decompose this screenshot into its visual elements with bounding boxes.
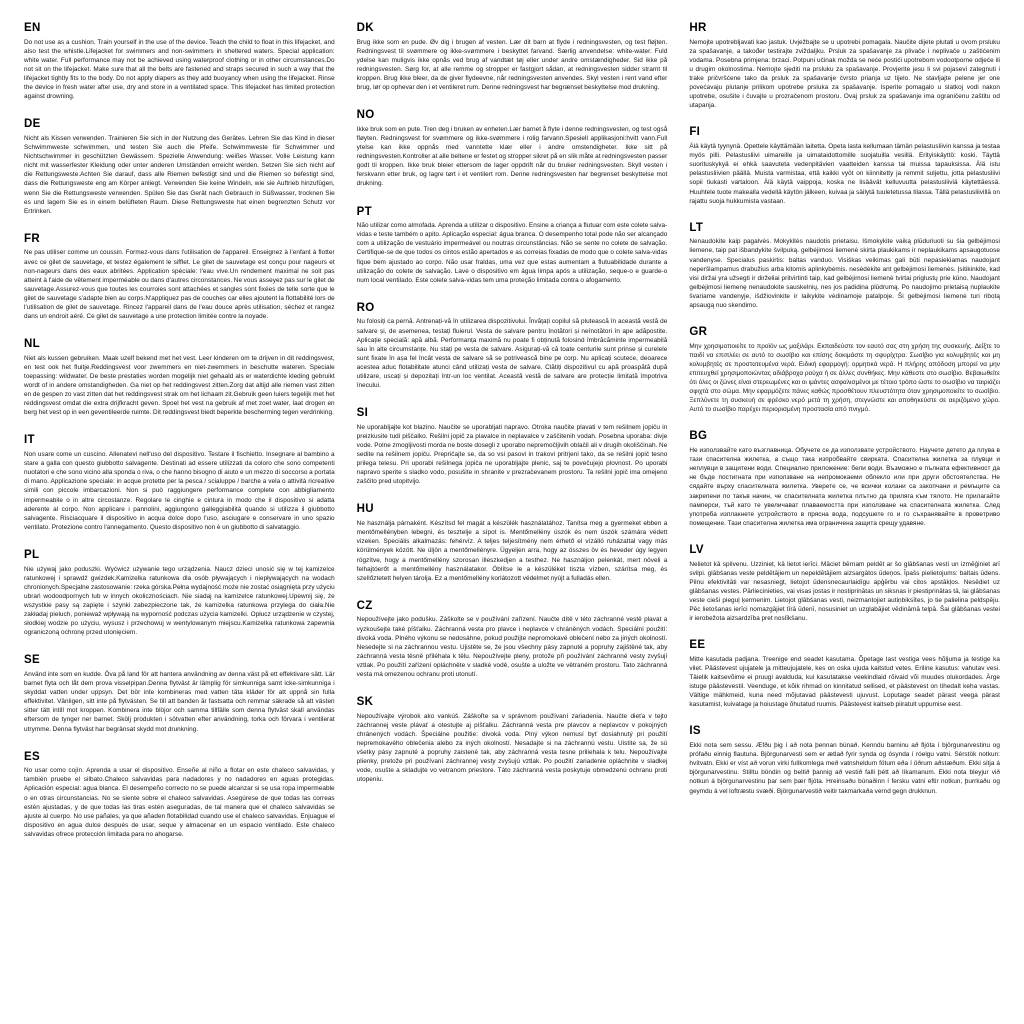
language-block-de — [24, 118, 335, 215]
language-text-no: Ikke bruk som en pute. Tren deg i bruken av enheten.Lær barnet å flyte i denne redningsvesten, og test også fløyten. Redningsvest for svømmere og ikke-svømmere i rolig farvann.Spesiell applikasjoni:hvitt vann.Full ytelse kan ikke oppnås med vanntette klær eller i andre omstendigheter. Ikke sitt på redningsvesten.Kontroller at alle beltene er festet og stropper sikret på en slik måte at redningsvesten passer godt til kroppen. Ikke bruk bleier ettersom de lager oppdrift når du bruker redningsvesten. Skyll vesten i ferskvann etter bruk, og lagre tørt i et ventilert rom. Denne redningsvesten har begrenset beskyttelse mot drukning. — [356, 125, 668, 188]
language-code-hr: HR — [689, 22, 707, 34]
language-code-sk: SK — [356, 696, 374, 709]
language-block-ee — [689, 639, 1000, 709]
language-block-no — [357, 109, 668, 188]
language-block-lt — [689, 222, 1000, 310]
language-code-no: NO — [356, 109, 375, 122]
language-text-ee: Mitte kasutada padjana. Treenige end seadet kasutama. Õpetage last vestiga vees hõljuma ja testige ka vilet. Päästevest ujujatele ja mitteujujatele, kes on oska ujuda kaitstud vetes. Eriline kasutus: vahutav vesi. Täielik kaitsevõime ei pruugi avalduda, kui kasutatakse veekindlaid rõivaid või muudes olukordades. Ärge istuge päästevestil. Veenduge, et kõik rihmad on kinnitatud sellised, et päästevest on tihedalt keha vastas. Vältige mähkmeid, kuna need mõjutavad päästevesti ujuvust. Loputage seadet pärast veega pärast kasutamist, kuivatage ja hoiustage õhutatud ruumis. Päästevest kaitseb piiratult uppumise eest. — [689, 655, 1001, 709]
language-code-pt: PT — [356, 205, 372, 218]
language-block-is — [689, 725, 1000, 795]
language-text-nl: Niet als kussen gebruiken. Maak uzelf bekend met het vest. Leer kinderen om te drijven in dit reddingsvest, en test ook het fluitje.Reddingsvest voor zwemmers en niet-zwemmers in beschutte wateren. Speciale toepassing: wildwater. De beste prestaties worden mogelijk niet gehaald als er waterdichte kleding gebruikt wordt of in andere omstandigheden. Ga niet op het reddingsvest zitten.Zorg dat altijd alle riemen vast zitten en de gespen zo vast zitten dat het reddingsvest strak om het lichaam zit.Gebruik geen luiers tegelijk met het reddingsvest omdat die extra drijfkracht geven. Spoel het vest na gebruik af met zoet water, laat drogen en berg het vest op in een geventileerde ruimte. Dit reddingsvest biedt beperkte bescherming tegen verdrinking. — [24, 354, 335, 417]
language-block-cz — [357, 600, 668, 679]
language-text-se: Använd inte som en kudde. Öva på land för att hantera användning av denna väst på ett effektivare sätt. Lär barnet flyta och låt dem prova visselpipan.Denna flytväst är lämplig för simkunniga samt icke-simkunniga i skyddat vatten under uppsyn. Det bör inte kombineras med vatten täta kläder för att uppnå sin fulla effektivitet. Vänligen, sitt inte på flytvästen. Se till att banden är fastsatta och remmar säkrade så att västen sitter tätt intill mot kroppen. Kombinera inte blöjor och samma tillfälle som denna flytväst skall användas eftersom de tynger ner barnet. Skölj produkten i sötvatten efter användning, torka och förvara i ventilerat utrymme. Denna flytväst har begränsat skydd mot drunkning. — [24, 670, 335, 733]
language-code-nl: NL — [24, 338, 40, 351]
language-code-bg: BG — [689, 430, 708, 443]
language-code-lv: LV — [689, 543, 704, 556]
language-block-it — [24, 434, 335, 531]
column-container — [24, 22, 1000, 856]
language-block-dk — [357, 22, 668, 92]
language-block-se — [24, 654, 335, 733]
language-code-fr: FR — [24, 232, 40, 245]
language-block-fr — [24, 233, 335, 321]
language-code-gr: GR — [689, 326, 708, 339]
language-code-pl: PL — [24, 548, 40, 561]
language-text-hu: Ne használja párnaként. Készítsd fel magát a készülék használatához. Tanítsa meg a gyermeket ebben a mentőmellényben lebegni, és tesztelje a sípot is. Mentőmellény úszók és nem úszók számára védett vizeken. Speciális alkalmazás: fehérvíz. A teljes teljesítmény nem érhető el vízálló ruházattal vagy más körülmények között. Ne üljön a mentőmellényre. Ügyeljen arra, hogy az összes öv és heveder úgy legyen rögzítve, hogy a mentőmellény szorosan illeszkedjen a testhez. Ne használjon pelenkát, mert növeli a felhajtóerőt a mentőmellény használatakor. Öblítse le a készüléket tiszta vízben, szárítsa meg, és szellőztetett helyen tárolja. Ez a mentőmellény korlátozott védelmet nyújt a fulladás ellen. — [356, 520, 668, 582]
language-block-hr — [689, 22, 1000, 110]
language-block-sk — [357, 696, 668, 784]
language-block-si — [357, 407, 668, 486]
language-code-it: IT — [24, 434, 35, 447]
language-block-ro — [357, 302, 668, 390]
language-code-ee: EE — [689, 639, 706, 652]
language-text-bg: Не използвайте като възглавница. Обучете се да използвате устройството. Научете детето да плува в тази спасителна жилетка, а също така изпробвайте свирката. Спасителна жилетка за плувци и неплувци в защитени води. Специално приложение: бели води. Възможно е пълната ефективност да не бъде постигната при използване на непромокаеми облекло или при други обстоятелства. Не сядайте върху спасителната жилетка. Уверете се, че всички колани са закопчани и ремъците са закрепени по такъв начин, че спасителната жилетка плътно да приляга към тялото. Не прилагайте памперси, тъй като те увеличават плаваемостта при използване на спасителната жилетка. След употреба изплакнете устройството в прясна вода, подсушете го и го съхранявайте в проветриво помещение. Тази спасителна жилетка има ограничена защита срещу удавяне. — [689, 447, 1001, 527]
language-text-pl: Nie używaj jako poduszki. Wyćwicz używanie tego urządzenia. Naucz dzieci unosić się w tej kamizelce ratunkowej i sprawdź gwizdek.Kamizelka ratunkowa dla osób pływających i niepływających na wodach chronionych.Specjalne zastosowanie: rzeka górska.Pełna wydajność może nie zostać osiągnięta przy użyciu ubrań wodoodpornych lub w innych okolicznościach. Nie siadaj na kamizelce ratunkowej.Upewnij się, że wszystkie pasy są zapięte i szynki zabezpieczone tak, że kamizelka ratunkowa przylega do ciała.Nie zakładaj pieluch, ponieważ wpływają na wyporność podczas użycia kamizelki. Opłucz urządzenie w czystej, słodkiej wodzie po użyciu, wysusz i przechowuj w wentylowanym miejscu.Kamizelka ratunkowa zapewnia ograniczoną ochronę przed utonięciem. — [24, 565, 335, 637]
language-code-fi: FI — [689, 126, 701, 139]
language-text-fi: Älä käytä tyynynä. Opettele käyttämään laitetta. Opeta lasta kellumaan tämän pelastusliivin kanssa ja testaa myös pilli. Pelastusliivi uimareille ja uimataidottomille suojatuilla vesillä. Erityiskäyttö: koski. Täyttä suorituskykyä ei ehkä saavuteta vedenpitävien vaatteiden kanssa tai muissa tapauksissa. Älä istu pelastusliivien päällä. Muista varmistaa, että kaikki vyöt on kiinnitetty ja remmit suljettu, jotta pelastusliivi sopii tiukasti vartaloon. Älä käytä vaippoja, koska ne lisäävät kelluvuutta pelastusliiviä käytettäessä. Huuhtele tuote makealla vedellä käytön jälkeen, kuivaa ja säilytä tuuletetussa tilassa. Tällä pelastusliivillä on rajattu suoja hukkumista vastaan. — [689, 143, 1001, 205]
language-text-de: Nicht als Kissen verwenden. Trainieren Sie sich in der Nutzung des Gerätes. Lehren Sie das Kind in dieser Schwimmweste schwimmen, und testen Sie auch die Pfeife. Schwimmweste für Schwimmer und Nichtschwimmer in geschützten Gewässern. Spezielle Anwendung: weißes Wasser. Volle Leistung kann nicht mit wasserfester Kleidung oder unter anderen Umständen erreicht werden. Setzen Sie sich nicht auf die Rettungsweste.Achten Sie darauf, dass alle Riemen befestigt sind und die Riemen so befestigt sind, dass die Rettungsweste eng am Körper anliegt. Verwenden Sie keine Windeln, wie sie Auftrieb hinzufügen, wenn Sie die Rettungsweste verwenden. Spülen Sie das Gerät nach Gebrauch in Süßwasser, trocknen Sie es und lagern Sie es in einem belüfteten Raum. Diese Rettungsweste hat einen begrenzten Schutz vor Ertrinken. — [24, 134, 335, 215]
language-block-pl — [24, 549, 335, 637]
language-text-sk: Nepoužívajte výrobok ako vankúš. Záškoľte sa v správnom používaní zariadenia. Naučte dieťa v tejto záchrannej veste plávať a otestujte aj píšťalku. Záchranná vesta pre plavcov a neplavcov v pokojných chránených vodách. Špeciálne použitie: divoká voda. Plný výkon nemusí byť dosiahnutý pri použití nepremokavého oblečenia alebo za iných okolností. Nesadajte si na záchrannú vestu. Uistite sa, že sú všetky pásy zapnuté a popruhy zaistené tak, aby záchranná vesta tesne priliehala k telu. Nepoužívajte plienky, pretože pri používaní záchrannej vesty zvyšujú vztlak. Po použití zariadenie opláchnite v sladkej vode, osušte a skladujte vo vetranom priestore. Táto záchranná vesta poskytuje obmedzenú ochranu proti utopeniu. — [356, 712, 668, 784]
language-text-cz: Nepoužívejte jako podušku. Záškolte se v používání zařízení. Naučte dítě v této záchranné vestě plavat a vyzkoušejte také píšťalku. Záchranná vesta pro plavce i neplavce v chráněných vodách. Speciální použití: divoká voda. Plného výkonu se nedosáhne, pokud použijte nepromokavé oblečení nebo za jiných okolností. Nesedejte si na záchrannou vestu. Ujistěte se, že jsou všechny pásy zapnuté a popruhy zajištěné tak, aby záchranná vesta těsně přiléhala k tělu. Nepoužívejte pleny, protože při používání záchranné vesty zvyšují vztlak. Po použití zařízení opláchněte v sladké vodě, osušte a uložte ve větraném prostoru. Tato záchranná vesta má omezenou ochranu proti utonutí. — [356, 616, 668, 678]
language-code-ro: RO — [356, 301, 375, 314]
language-code-cz: CZ — [356, 599, 373, 612]
language-text-es: No usar como cojín. Aprenda a usar el dispositivo. Enseñe al niño a flotar en este chaleco salvavidas, y también pruebe el silbato.Chaleco salvavidas para nadadores y no nadadores en aguas protegidas. Aplicación especial: agua blanca. El desempeño correcto no se puede alcanzar si se usa ropa impermeable o en otras circunstancias. No se siente sobre el chaleco salvavidas. Asegúrese de que todas las correas estén ajustadas, y de que todas las tiras estén aseguradas, de tal manera que el chaleco salvavidas se ajuste al cuerpo. No use pañales, ya que añaden flotabilidad cuando use el chaleco salvavidas. Enjuague el dispositivo en agua dulce después de usar, seque y almacenar en un espacio ventilado. Este chaleco salvavidas ofrece protección limitada para no ahogarse. — [24, 767, 335, 838]
language-block-gr — [689, 326, 1000, 414]
language-block-lv — [689, 544, 1000, 623]
language-code-se: SE — [24, 654, 40, 667]
language-code-en: EN — [24, 22, 41, 34]
language-code-is: IS — [689, 725, 701, 738]
language-block-pt — [357, 206, 668, 285]
language-code-si: SI — [356, 407, 369, 420]
language-column-1 — [24, 22, 335, 856]
language-code-dk: DK — [356, 22, 374, 34]
language-code-lt: LT — [689, 221, 704, 234]
language-code-hu: HU — [356, 503, 374, 516]
language-text-hr: Nemojte upotrebljavati kao jastuk. Uvježbajte se u upotrebi pomagala. Naučite dijete plutati u ovom prsluku za spašavanje, a također testirajte zviždaljku. Prsluk za spašavanje za plivače i neplivače u zaštićenim vodama. Posebna primjena: brzaci. Potpuni učinak možda se neće postići upotrebom vodootporne odjeće ili u drugim okolnostima. Nemojte sjediti na prsluku za spašavanje. Provjerite jesu li svi pojasevi zategnuti i trake pričvršćene tako da prsluk za spašavanje čvrsto prianja uz tijelo. Ne stavljajte pelene jer one povećavaju plutanje prilikom upotrebe prsluka za spašavanje. Isperite pomagalo u slatkoj vodi nakon upotrebe, osušite i čuvajte u prozračenom prostoru. Ovaj prsluk za spašavanje ima ograničenu zaštitu od utapanja. — [689, 38, 1001, 110]
language-text-dk: Brug ikke som en pude. Øv dig i brugen af vesten. Lær dit barn at flyde i redningsvesten, og test fløjten. Redningsvest til svømmere og ikke-svømmere i beskyttet farvand. Særlig anvendelse: white-water. Fuld ydelse kan muligvis ikke opnås ved brug af vandtæt tøj eller under andre omstændigheder. Sid ikke på redningsvesten. Sørg for, at alle remme og stropper er fastgjort sådan, at redningsvesten sidder stramt til kroppen. Brug ikke bleer, da de giver flydeevne, når redningsvesten anvendes. Skyl vesten i rent vand efter brug, lør op ophevar den i et ventileret rum. Denne redningsvest har begrænset beskyttelse mod drukning. — [356, 38, 668, 92]
language-block-es — [24, 751, 335, 839]
language-code-de: DE — [24, 118, 41, 131]
language-text-it: Non usare come un cuscino. Allenatevi nell'uso del dispositivo. Testare il fischietto. Insegnare al bambino a stare a galla con questo giubbotto salvagente. Destinati ad essere utilizzati da coloro che sono competenti nuotatori e che sono vicino alla sponda o riva, o che hanno bisogno di aiuto e un mezzo di soccorso a portata di mano. Applicazione speciale: in acque protette per la pesca / scialuppe / barche a vela o attività ricreative simili con piccole imbarcazioni. Non si può raggiungere performance complete con abbigliamento impermeabile o in altre circostanze. Regolare le cinghie e cintura in modo che il dispositivo si adatta aderente al corpo. Non applicare i pannolini, aggiungono galleggiabilità quando si utilizza il giubbotto salvagente. Risciacquare il dispositivo in acqua dolce dopo l'uso, asciugare e conservare in uno spazio ventilato. Protezione contro l'annegamento. Questo dispositivo non è un giubbotto di salvataggio. — [24, 451, 335, 531]
language-column-2 — [357, 22, 668, 856]
language-block-nl — [24, 338, 335, 417]
language-column-3 — [689, 22, 1000, 856]
language-block-bg — [689, 430, 1000, 527]
language-text-si: Ne uporabljajte kot blazino. Naučite se uporabljati napravo. Otroka naučite plavati v tem rešilnem jopiču in preizkusite tudi piščalko. Rešilni jopič za plavalce in neplavalce v zaščitenih vodah. Posebna uporaba: divje vode. Polne zmogljivosti morda ne boste dosegli z uporabo nepremočljivih oblačil ali v drugih okoliščinah. Ne sedite na rešilnem jopiču. Prepričajte se, da so vsi pasovi in trakovi pritrjeni tako, da se rešilni jopič tesno prilega telesu. Pri uporabi rešilnega jopiča ne uporabljajte plenic, saj te povečujejo plovnost. Po uporabi napravo sperite s sladko vodo, posušite in shranite v prezračevanem prostoru. Ta rešilni jopič ima omejeno zaščito pred utopitvijo. — [356, 423, 668, 486]
language-text-en: Do not use as a cushion. Train yourself in the use of the device. Teach the child to float in this lifejacket, and also test the whistle.Lifejacket for swimmers and non-swimmers in sheltered waters. Special application: white water. Full performance may not be achieved using waterproof clothing or in other circumstances.Do not sit on the lifejacket. Make sure that all the belts are fastened and straps secured in such a way that the lifejacket tightly fits to the body. Do not apply diapers as they add buoyancy when using the lifejacket. Rinse the device in fresh water after use, dry and store in a ventilated space. This lifejacket has limited protection against drowning. — [24, 38, 335, 101]
language-text-lt: Nenaudokite kaip pagalvės. Mokykitės naudotis prietaisu. Išmokykite vaiką plūduriuoti su šia gelbėjimosi liemene, taip pat išbandykite švilpuką. gelbėjimosi liemenė skirta plaukikams ir neplaukikams apsaugotuose vandenyse. Specialus paskirtis: baltas vanduo. Visiškas veikimas gali būti nepasiekiamas naudojant neperšlampamus drabužius arba kitomis aplinkybėmis. nesėdėkite ant gelbėjimosi liemenės. Įsitikinkite, kad visi diržai yra užsegti ir dirželiai pritvirtinti taip, kad gelbėjimosi liemenė tvirtai priglustų prie kūno. Naudojant gelbėjimosi liemenę nenaudokite sauskelnių, nes jos padidina plūdrumą. Po naudojimo prietaisą nuplaukite švariame vandenyje, išdžiovinkite ir laikykite vėdinamoje patalpoje. Ši gelbėjimosi liemenė turi ribotą apsaugą nuo skendimo. — [689, 238, 1001, 309]
language-text-is: Ekki nota sem sessu. Æfðu þig í að nota þennan búnað. Kenndu barninu að fljóta í björgunarvestinu og prófaðu einnig flautuna. Björgunarvesti sem er ætlað fyrir synda og ósynda í róelgu vatni. Sérstök notkun: hvítvatn. Ekki er víst að vorun virki fullkomlega með vatnsheldum fötum eða í öðrum aðstæðum. Ekki sitja á björgunarvestinu. Stilltu böndin og beltið þannig að vestið falli þétt að líkamanum. Ekki nota bleyjur við notkun á björgunarvestinu þar sem þær fljóta. Hreinsaðu búnaðinn í fersku vatni eftir notkun, þurrkaðu og geymdu á vel loftræstu svæði. Björgunarvestið veitir takmarkaða vernd gegn drukknun. — [689, 742, 1001, 795]
language-block-fi — [689, 126, 1000, 205]
language-text-gr: Μην χρησιμοποιείτε το προϊόν ως μαξιλάρι. Εκπαιδεύστε τον εαυτό σας στη χρήση της συσκευής. Δείξτε το παιδί να επιπλέει σε αυτό το σωσίβιο και επίσης δοκιμάστε τη σφυρίχτρα. Σωσίβιο για κολυμβητές και μη κολυμβητές σε προστατευμένα νερά. Ειδική εφαρμογή: ορμητικά νερά. Η πλήρης απόδοση μπορεί να μην επιτευχθεί χρησιμοποιώντας αδιάβροχα ρούχα ή σε άλλες συνθήκες. Μην κάθεστε στο σωσίβιο. Βεβαιωθείτε ότι όλες οι ζώνες είναι στερεωμένες και οι ιμάντες ασφαλισμένοι με τέτοιο τρόπο ώστε το σωσίβιο να ταιριάζει σφιχτά στο σώμα. Μην εφαρμόζετε πάνες καθώς προσθέτουν πλευστότητα όταν χρησιμοποιείτε το σωσίβιο. Ξεπλύνετε τη συσκευή σε φρέσκο νερό μετά τη χρήση, στεγνώστε και αποθηκεύστε σε αεριζόμενο χώρο. Αυτό το σωσίβιο παρέχει περιορισμένη προστασία από πνιγμό. — [689, 342, 1001, 414]
language-text-ro: Nu folosiți ca pernă. Antrenați-vă în utilizarea dispozitivului. Învățați copilul să plutească în această vestă de salvare și, de asemenea, testați fluierul. Vesta de salvare pentru înotători și neînotători în ape adăpostite. Aplicație specială: apă albă. Performanța maximă nu poate fi obținută folosind îmbrăcăminte impermeabilă sau în alte circumstanțe. Nu stați pe vesta de salvare. Asigurați-vă că toate centurile sunt prinse și curelele sunt fixate în așa fel încât vesta de salvare să se potrivească bine pe corp. Nu aplicați scutece, deoarece acestea aduc flotabilitate atunci când utilizați vesta de salvare. Clătiți dispozitivul cu apă proaspătă după utilizare, uscați și depozitați într-un loc ventilat. Această vestă de salvare are protecție limitată împotriva înecului. — [356, 318, 668, 390]
language-block-hu — [357, 503, 668, 582]
language-text-lv: Nelietot kā spilvenu. Uzziniet, kā lietot ierīci. Māciet bērnam peldēt ar šo glābšanas vesti un izmēģiniet arī svilpi. glābšanas veste peldētājiem un nepeldētājiem aizsargātos ūdeņos. Īpašs pielietojums: baltais ūdens. Pilnu efektivitāti var nesasniegt, lietojot ūdensnecaurlaidīgu apģērbu vai citos apstākļos. Nesēdiet uz glābšanas vestes. Pārliecinieties, vai visas jostas ir nostiprinātas un siksnas ir piestiprinātas tā, lai glābšanas veste cieši pieguļ ķermenim. Lietojot glābšanas vesti, neizmantojiet autiņbiksītes, jo tie palielina peldspēju. Pēc lietošanas ierīci nomazgājiet tīrā ūdenī, nosusiniet un uzglabājiet vēdināmā telpā. Šai glābšanas vestei ir ierobežota aizsardzība pret noslīkšanu. — [689, 560, 1001, 623]
language-code-es: ES — [24, 750, 40, 763]
language-block-en — [24, 22, 335, 101]
language-text-pt: Não utilizar como almofada. Aprenda a utilizar o dispositivo. Ensine a criança a flutuar com este colete salva-vidas e teste também o apito. Aplicação especial: água branca. O desempenho total pode não ser alcançado com a utilização de vestuário impermeável ou noutras circunstâncias. Não se sente no colete de salvação. Certifique-se de que todos os cintos estão apertados e as correias fixadas de modo que o colete salva-vidas fique bem ajustado ao corpo. Não usar fraldas, uma vez que estas aumentam a flutuabilidade durante a utilização do colete de salvação. Lave o dispositivo em água limpa após a utilização, seque-o e guarde-o num local ventilado. Este colete salva-vidas tem uma proteção limitada contra o afogamento. — [356, 222, 668, 284]
language-text-fr: Ne pas utiliser comme un coussin. Formez-vous dans l'utilisation de l'appareil. Enseignez à l'enfant à flotter avec ce gilet de sauvetage, et testez également le sifflet. Le gilet de sauvetage est conçu pour nageurs et non-nageurs dans des eaux abritées. Application spéciale: l'eau vive.Un rendement maximal ne soit pas atteint à l'aide de vêtement imperméable ou dans d'autres circonstances. Ne vous asseyez pas sur le gilet de sauvetage.Assurez-vous que toutes les courroies sont attachées et sangles sont fixées de telle sorte que le gilet de sauvetage s'adapte bien au corps.N'appliquez pas de couches car elles ajoutent la flottabilité lors de l'utilisation de gilet de sauvetage. Rincez l'appareil dans de l'eau douce après utilisation, séchez et rangez dans un endroit aéré. Ce gilet de sauvetage a une protection limitée contre la noyade. — [24, 249, 335, 321]
